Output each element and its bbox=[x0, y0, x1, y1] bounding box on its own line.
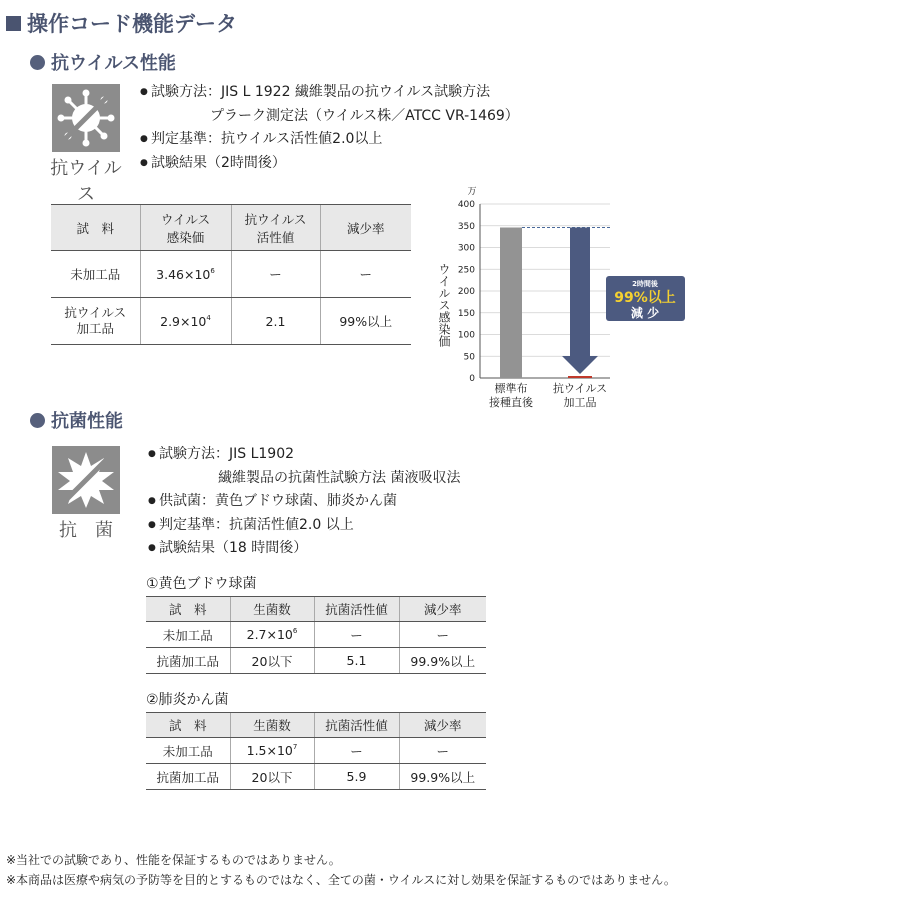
table-cell: 99%以上 bbox=[320, 298, 411, 345]
antivirus-icon-label: 抗ウイルス bbox=[50, 158, 122, 205]
table-header: 試 料 bbox=[146, 713, 230, 738]
callout-line-3: 減 少 bbox=[630, 306, 660, 320]
table-header: 抗ウイルス 活性値 bbox=[231, 205, 320, 251]
note-line: ※当社での試験であり、性能を保証するものではありません。 bbox=[6, 853, 341, 867]
y-tick-label: 200 bbox=[457, 287, 475, 297]
table-header: 減少率 bbox=[399, 713, 486, 738]
antibacterial-bullet-list bbox=[148, 443, 568, 561]
table-row bbox=[51, 251, 411, 298]
page-title-text: 操作コード機能データ bbox=[27, 12, 237, 36]
table-cell: $2.7\times 10^6$ bbox=[230, 622, 314, 648]
list-item: ● 試験方法：JIS L 1922 繊維製品の抗ウイルス試験方法 bbox=[140, 84, 491, 100]
x-category-label: 接種直後 bbox=[489, 396, 533, 409]
y-axis-label: ウイルス感染価 bbox=[437, 263, 451, 347]
list-item: ● 判定基準：抗ウイルス活性値2.0以上 bbox=[140, 131, 383, 147]
table-cell: 5.9 bbox=[314, 764, 399, 790]
table-cell: 抗菌加工品 bbox=[146, 764, 230, 790]
table-cell: 抗菌加工品 bbox=[146, 648, 230, 674]
klebsiella-table-title: ②肺炎かん菌 bbox=[146, 692, 229, 708]
table-cell: ー bbox=[399, 738, 486, 764]
x-category-label: 抗ウイルス bbox=[552, 382, 608, 395]
table-cell: ー bbox=[314, 738, 399, 764]
list-item: ● 試験結果（18 時間後） bbox=[148, 540, 308, 556]
table-cell: ー bbox=[314, 622, 399, 648]
table-cell: 抗ウイルス 加工品 bbox=[51, 298, 140, 345]
square-bullet-icon bbox=[6, 16, 21, 31]
table-header: 試 料 bbox=[146, 597, 230, 622]
reduction-arrow-shaft bbox=[570, 227, 590, 356]
circle-bullet-icon bbox=[30, 413, 45, 428]
table-cell: $1.5\times 10^7$ bbox=[230, 738, 314, 764]
reduction-arrow-head bbox=[562, 356, 598, 374]
antibacterial-icon-label: 抗 菌 bbox=[59, 520, 113, 541]
y-tick-label: 0 bbox=[469, 374, 475, 384]
table-header: ウイルス 感染価 bbox=[140, 205, 231, 251]
table-cell: $2.9\times 10^4$ bbox=[140, 298, 231, 345]
y-tick-label: 300 bbox=[457, 243, 475, 254]
y-tick-label: 400 bbox=[457, 200, 475, 210]
staph-result-table bbox=[146, 596, 486, 674]
antibacterial-section-title bbox=[30, 407, 123, 433]
table-cell: 未加工品 bbox=[146, 738, 230, 764]
callout-line-1: 2時間後 bbox=[632, 280, 658, 288]
table-cell: 99.9%以上 bbox=[399, 648, 486, 674]
table-cell: ー bbox=[320, 251, 411, 298]
klebsiella-result-table bbox=[146, 712, 486, 790]
y-tick-label: 50 bbox=[463, 352, 475, 363]
y-tick-label: 350 bbox=[457, 221, 475, 232]
bar-standard bbox=[500, 227, 522, 378]
table-cell: ー bbox=[399, 622, 486, 648]
y-unit-label: 万 bbox=[467, 187, 477, 197]
table-cell: 20以下 bbox=[230, 648, 314, 674]
bar-antiviral bbox=[568, 376, 592, 378]
table-header: 減少率 bbox=[320, 205, 411, 251]
table-header: 抗菌活性値 bbox=[314, 597, 399, 622]
antibacterial-title-text: 抗菌性能 bbox=[51, 411, 123, 432]
table-cell: 20以下 bbox=[230, 764, 314, 790]
table-row bbox=[146, 622, 486, 648]
disclaimer-notes bbox=[6, 850, 676, 890]
antiviral-section-title bbox=[30, 49, 176, 75]
table-cell: 5.1 bbox=[314, 648, 399, 674]
list-item: ● 判定基準：抗菌活性値2.0 以上 bbox=[148, 516, 354, 533]
table-cell: 99.9%以上 bbox=[399, 764, 486, 790]
x-category-label: 加工品 bbox=[563, 396, 597, 409]
table-header: 生菌数 bbox=[230, 713, 314, 738]
list-item: ● 試験結果（2時間後） bbox=[140, 154, 286, 171]
table-header: 減少率 bbox=[399, 597, 486, 622]
callout-line-2: 99%以上 bbox=[614, 290, 676, 306]
table-cell: 未加工品 bbox=[51, 251, 140, 298]
page-title bbox=[6, 8, 237, 38]
x-category-label: 標準布 bbox=[494, 382, 528, 395]
antibacterial-icon bbox=[52, 446, 120, 514]
table-row bbox=[51, 298, 411, 345]
circle-bullet-icon bbox=[30, 55, 45, 70]
table-row bbox=[146, 648, 486, 674]
table-row bbox=[146, 764, 486, 790]
antiviral-title-text: 抗ウイルス性能 bbox=[51, 53, 176, 74]
list-item-continued: 繊維製品の抗菌性試験方法 菌液吸収法 bbox=[218, 469, 461, 486]
staph-table-title: ①黄色ブドウ球菌 bbox=[146, 576, 257, 592]
table-cell: ー bbox=[231, 251, 320, 298]
table-header: 抗菌活性値 bbox=[314, 713, 399, 738]
list-item-continued: プラーク測定法（ウイルス株／ATCC VR-1469） bbox=[210, 107, 519, 124]
table-header: 試 料 bbox=[51, 205, 140, 251]
list-item: ● 試験方法：JIS L1902 bbox=[148, 446, 295, 462]
table-cell: 未加工品 bbox=[146, 622, 230, 648]
y-tick-label: 250 bbox=[457, 265, 475, 276]
y-tick-label: 100 bbox=[457, 330, 475, 341]
antiviral-result-table bbox=[51, 204, 411, 345]
table-row bbox=[146, 738, 486, 764]
table-cell: 2.1 bbox=[231, 298, 320, 345]
y-tick-label: 150 bbox=[457, 308, 475, 319]
virus-titer-chart bbox=[430, 180, 700, 420]
table-cell: $3.46\times 10^6$ bbox=[140, 251, 231, 298]
note-line: ※本商品は医療や病気の予防等を目的とするものではなく、全ての菌・ウイルスに対し効果を保証するものではありません。 bbox=[6, 873, 676, 887]
antivirus-icon bbox=[52, 84, 120, 152]
antiviral-bullet-list bbox=[140, 81, 560, 175]
table-header: 生菌数 bbox=[230, 597, 314, 622]
list-item: ● 供試菌：黄色ブドウ球菌、肺炎かん菌 bbox=[148, 493, 397, 509]
